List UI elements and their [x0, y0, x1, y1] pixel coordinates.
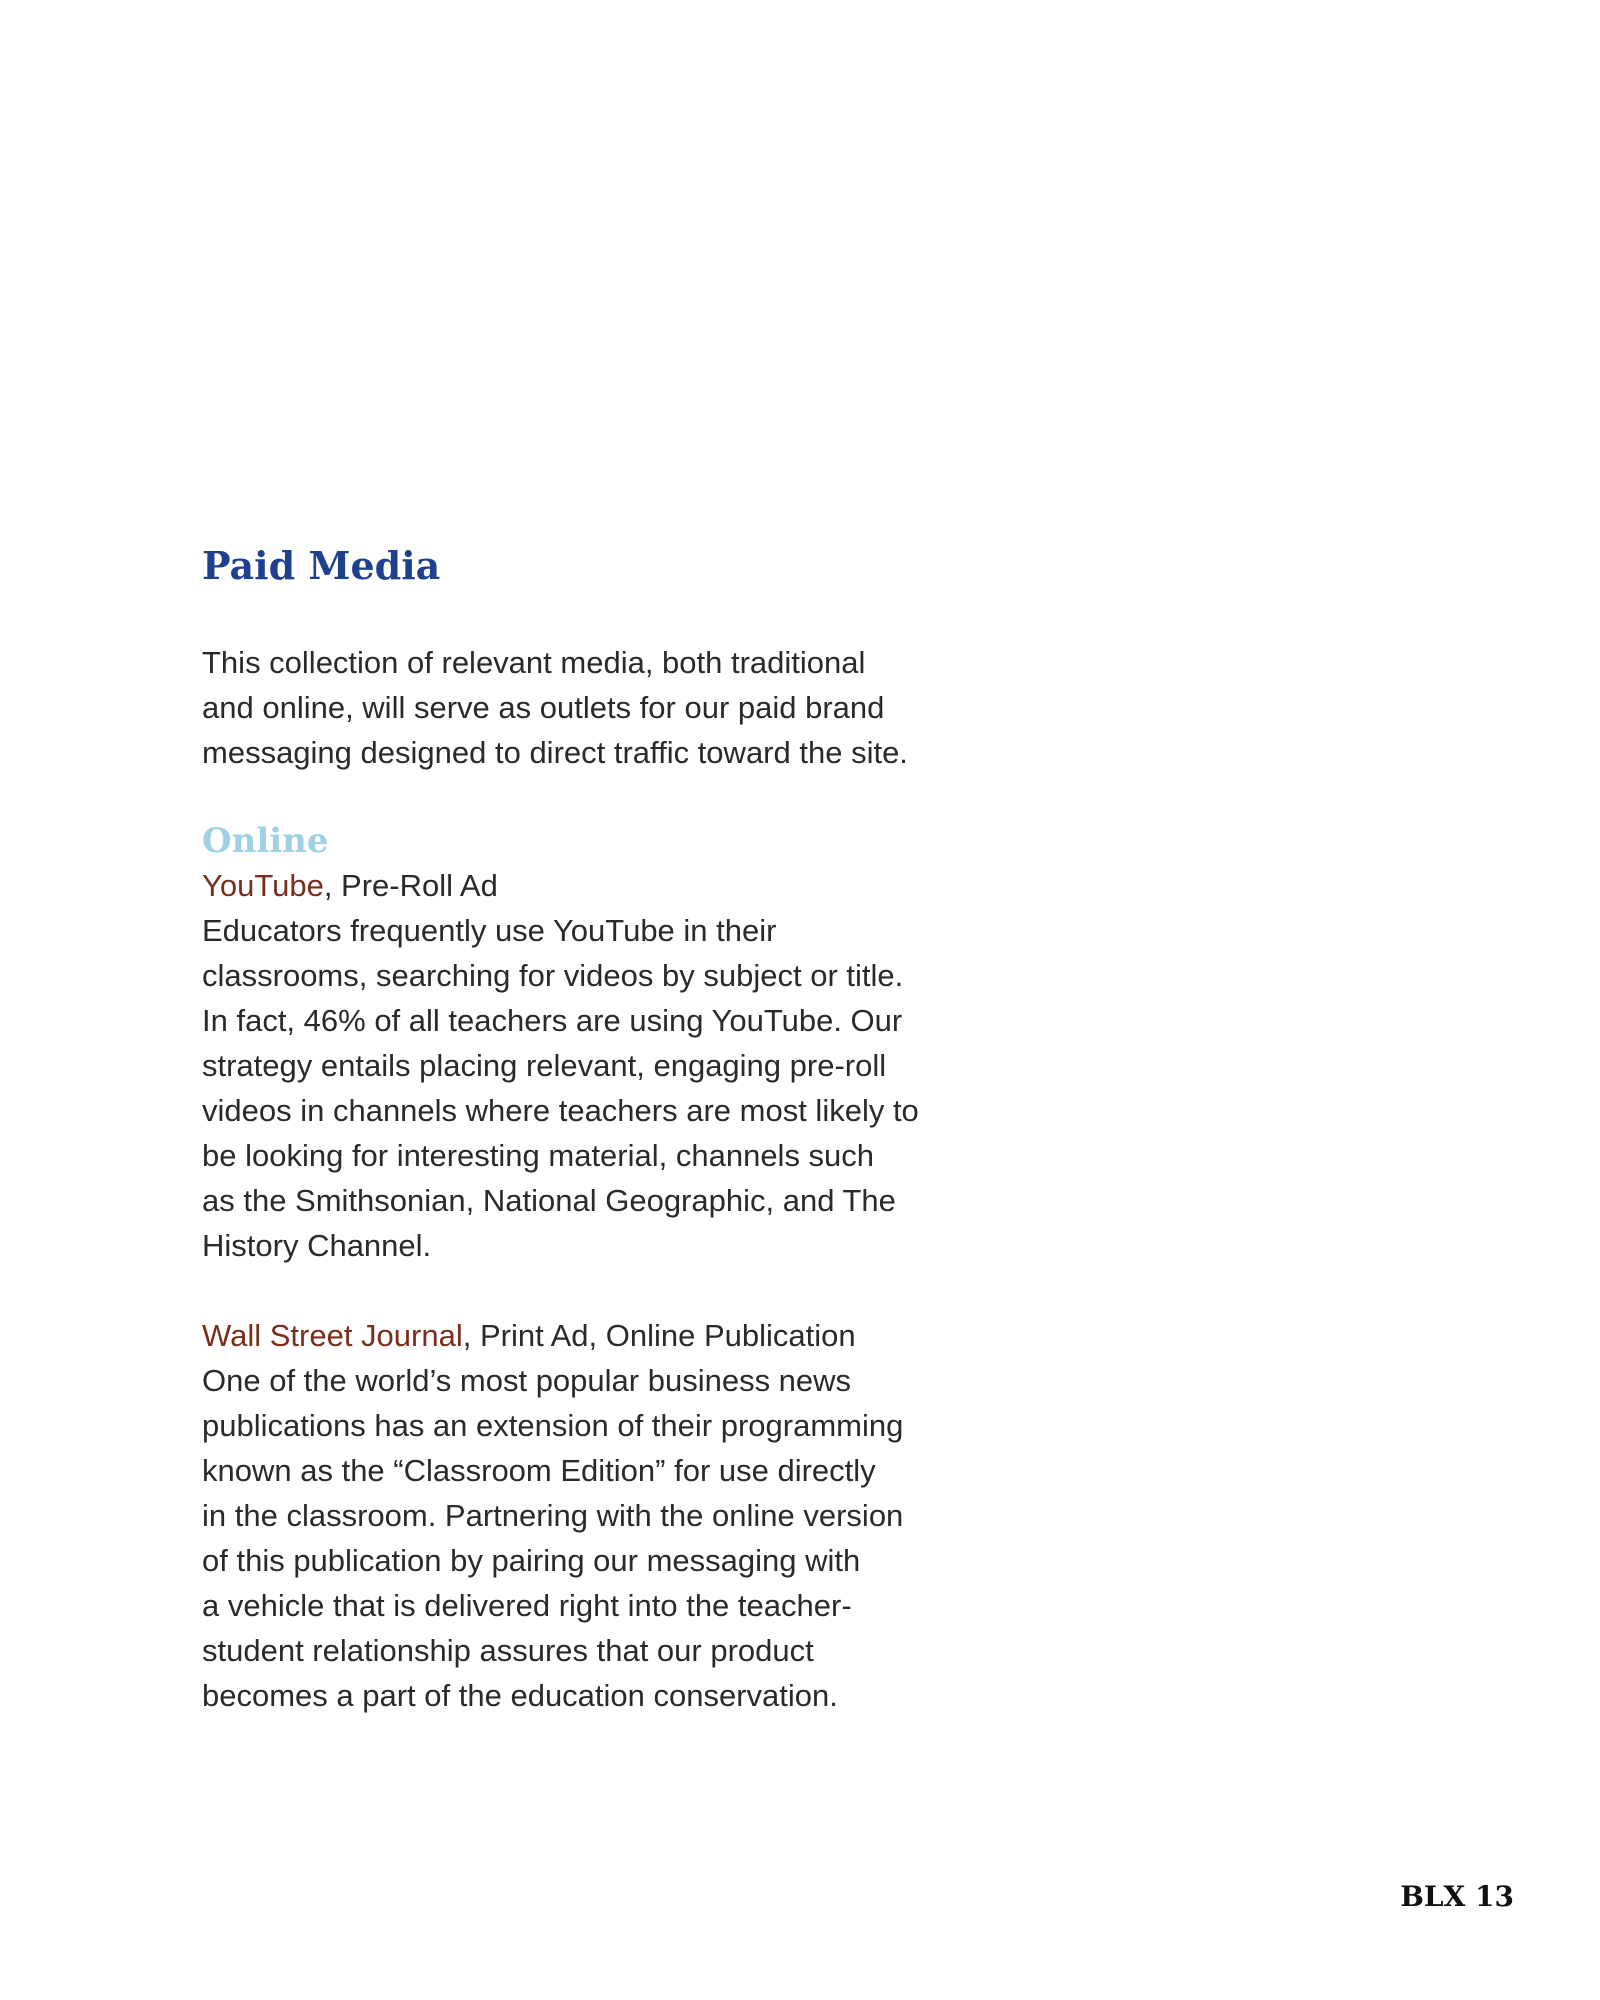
media-item-header	[202, 863, 1002, 908]
section-heading-online: Online	[202, 821, 329, 861]
media-item-youtube	[202, 863, 1002, 1268]
media-item-wall-street-journal	[202, 1313, 1002, 1718]
page-number: BLX 13	[1400, 1880, 1514, 1913]
outlet-name: Wall Street Journal	[202, 1318, 463, 1353]
media-item-description: One of the world’s most popular business news publications has an extension of their programming known as the “Classroom Edition” for use directly in the classroom. Partnering with the online version of this publication by pairing our messaging with a vehicle that is delivered right into the teacher- student relationship assures that our product becomes a part of the education conservation.	[202, 1363, 904, 1713]
media-item-header	[202, 1313, 1002, 1358]
main-content	[202, 540, 1002, 1718]
outlet-format: , Print Ad, Online Publication	[462, 1318, 856, 1353]
outlet-name: YouTube	[202, 868, 324, 903]
intro-paragraph: This collection of relevant media, both traditional and online, will serve as outlets for our paid brand messaging designed to direct traffic toward the site.	[202, 645, 908, 770]
outlet-format: , Pre-Roll Ad	[323, 868, 498, 903]
spacer	[202, 1268, 1002, 1313]
media-item-description: Educators frequently use YouTube in their classrooms, searching for videos by subject or title. In fact, 46% of all teachers are using YouTube. Our strategy entails placing relevant, engaging pre-roll videos in channels where teachers are most likely to be looking for interesting material, channels such as the Smithsonian, National Geographic, and The History Channel.	[202, 913, 919, 1263]
page-title: Paid Media	[202, 543, 441, 588]
